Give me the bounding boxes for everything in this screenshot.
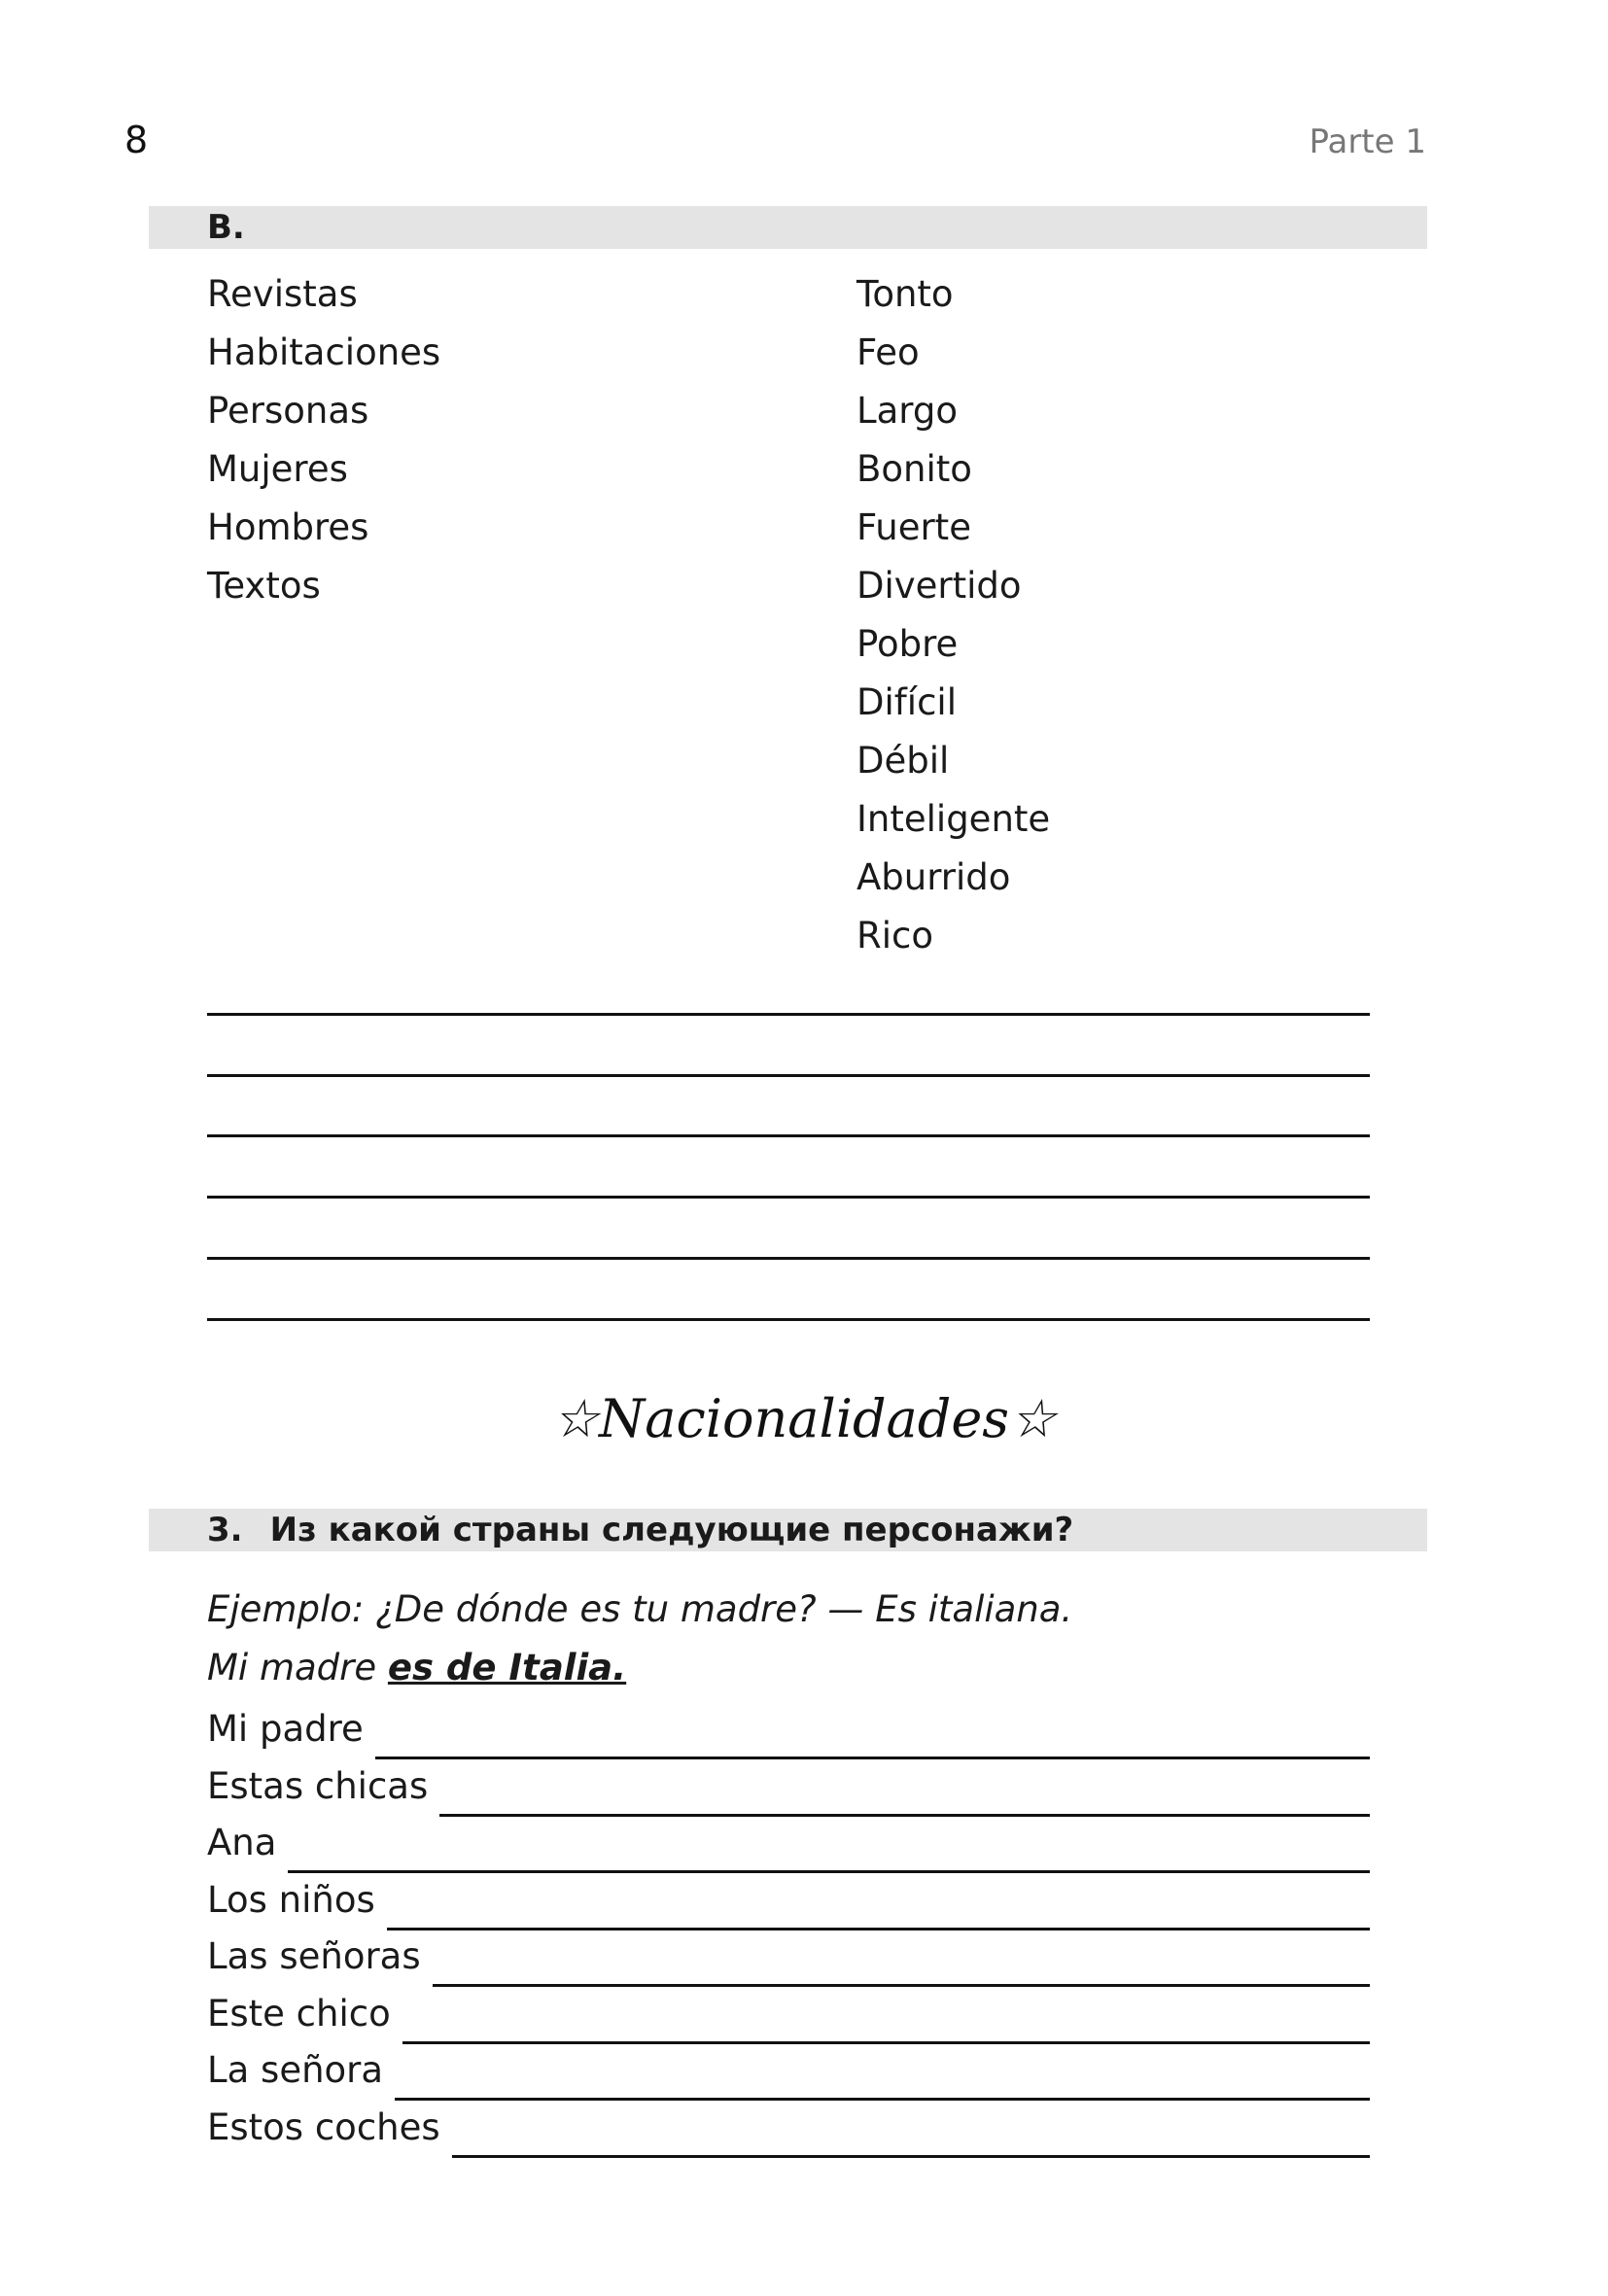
fill-label: Estas chicas xyxy=(207,1765,429,1807)
fill-blank[interactable] xyxy=(387,1889,1370,1931)
list-item: Pobre xyxy=(856,623,959,665)
list-item: Fuerte xyxy=(856,506,971,548)
fill-row xyxy=(207,1931,1370,1987)
fill-blank[interactable] xyxy=(439,1775,1370,1817)
example-prefix: Mi madre xyxy=(207,1647,377,1688)
fill-label: Las señoras xyxy=(207,1935,421,1977)
list-item: Personas xyxy=(207,390,369,432)
example-line-1: Ejemplo: ¿De dónde es tu madre? — Es italiana. xyxy=(207,1588,1073,1630)
list-item: Habitaciones xyxy=(207,331,441,373)
exercise-3-heading xyxy=(207,1509,1073,1551)
fill-label: Este chico xyxy=(207,1993,391,2035)
list-item: Mujeres xyxy=(207,448,348,490)
list-item: Divertido xyxy=(856,565,1022,607)
fill-blank[interactable] xyxy=(288,1831,1370,1873)
list-item: Débil xyxy=(856,740,950,782)
answer-line[interactable] xyxy=(207,1013,1370,1016)
answer-line[interactable] xyxy=(207,1134,1370,1137)
exercise-3-header xyxy=(149,1509,1427,1551)
fill-row xyxy=(207,1760,1370,1817)
fill-blank[interactable] xyxy=(375,1718,1370,1759)
fill-blank[interactable] xyxy=(452,2116,1370,2158)
fill-blank[interactable] xyxy=(395,2059,1370,2101)
running-header: Parte 1 xyxy=(1309,122,1426,161)
list-item: Inteligente xyxy=(856,798,1051,840)
list-item: Bonito xyxy=(856,448,972,490)
fill-row xyxy=(207,1703,1370,1759)
fill-label: Ana xyxy=(207,1822,277,1863)
section-b-label: B. xyxy=(207,208,245,247)
answer-line[interactable] xyxy=(207,1318,1370,1321)
answer-line[interactable] xyxy=(207,1074,1370,1077)
nouns-list xyxy=(207,265,440,615)
fill-row xyxy=(207,1988,1370,2044)
fill-label: Los niños xyxy=(207,1879,375,1921)
fill-blank[interactable] xyxy=(433,1945,1370,1987)
list-item: Textos xyxy=(207,565,321,607)
list-item: Revistas xyxy=(207,273,358,315)
answer-line[interactable] xyxy=(207,1196,1370,1199)
fill-label: Mi padre xyxy=(207,1708,364,1750)
list-item: Rico xyxy=(856,915,933,957)
example-line-2 xyxy=(207,1639,626,1697)
list-item: Feo xyxy=(856,331,920,373)
fill-row xyxy=(207,2044,1370,2101)
nationalities-title: ☆Nacionalidades☆ xyxy=(551,1388,1057,1449)
answer-line[interactable] xyxy=(207,1257,1370,1260)
example-answer: es de Italia. xyxy=(387,1647,627,1688)
fill-row xyxy=(207,2102,1370,2158)
fill-label: La señora xyxy=(207,2049,384,2091)
list-item: Aburrido xyxy=(856,856,1011,898)
page-number: 8 xyxy=(124,119,149,161)
list-item: Tonto xyxy=(856,273,954,315)
section-b-header xyxy=(149,206,1427,249)
exercise-title: Из какой страны следующие персонажи? xyxy=(269,1511,1074,1549)
list-item: Hombres xyxy=(207,506,369,548)
list-item: Difícil xyxy=(856,681,957,723)
fill-row xyxy=(207,1874,1370,1931)
exercise-number: 3. xyxy=(207,1511,243,1549)
fill-label: Estos coches xyxy=(207,2106,440,2148)
fill-blank[interactable] xyxy=(402,2002,1370,2044)
fill-row xyxy=(207,1817,1370,1873)
list-item: Largo xyxy=(856,390,958,432)
adjectives-list xyxy=(856,265,1050,965)
